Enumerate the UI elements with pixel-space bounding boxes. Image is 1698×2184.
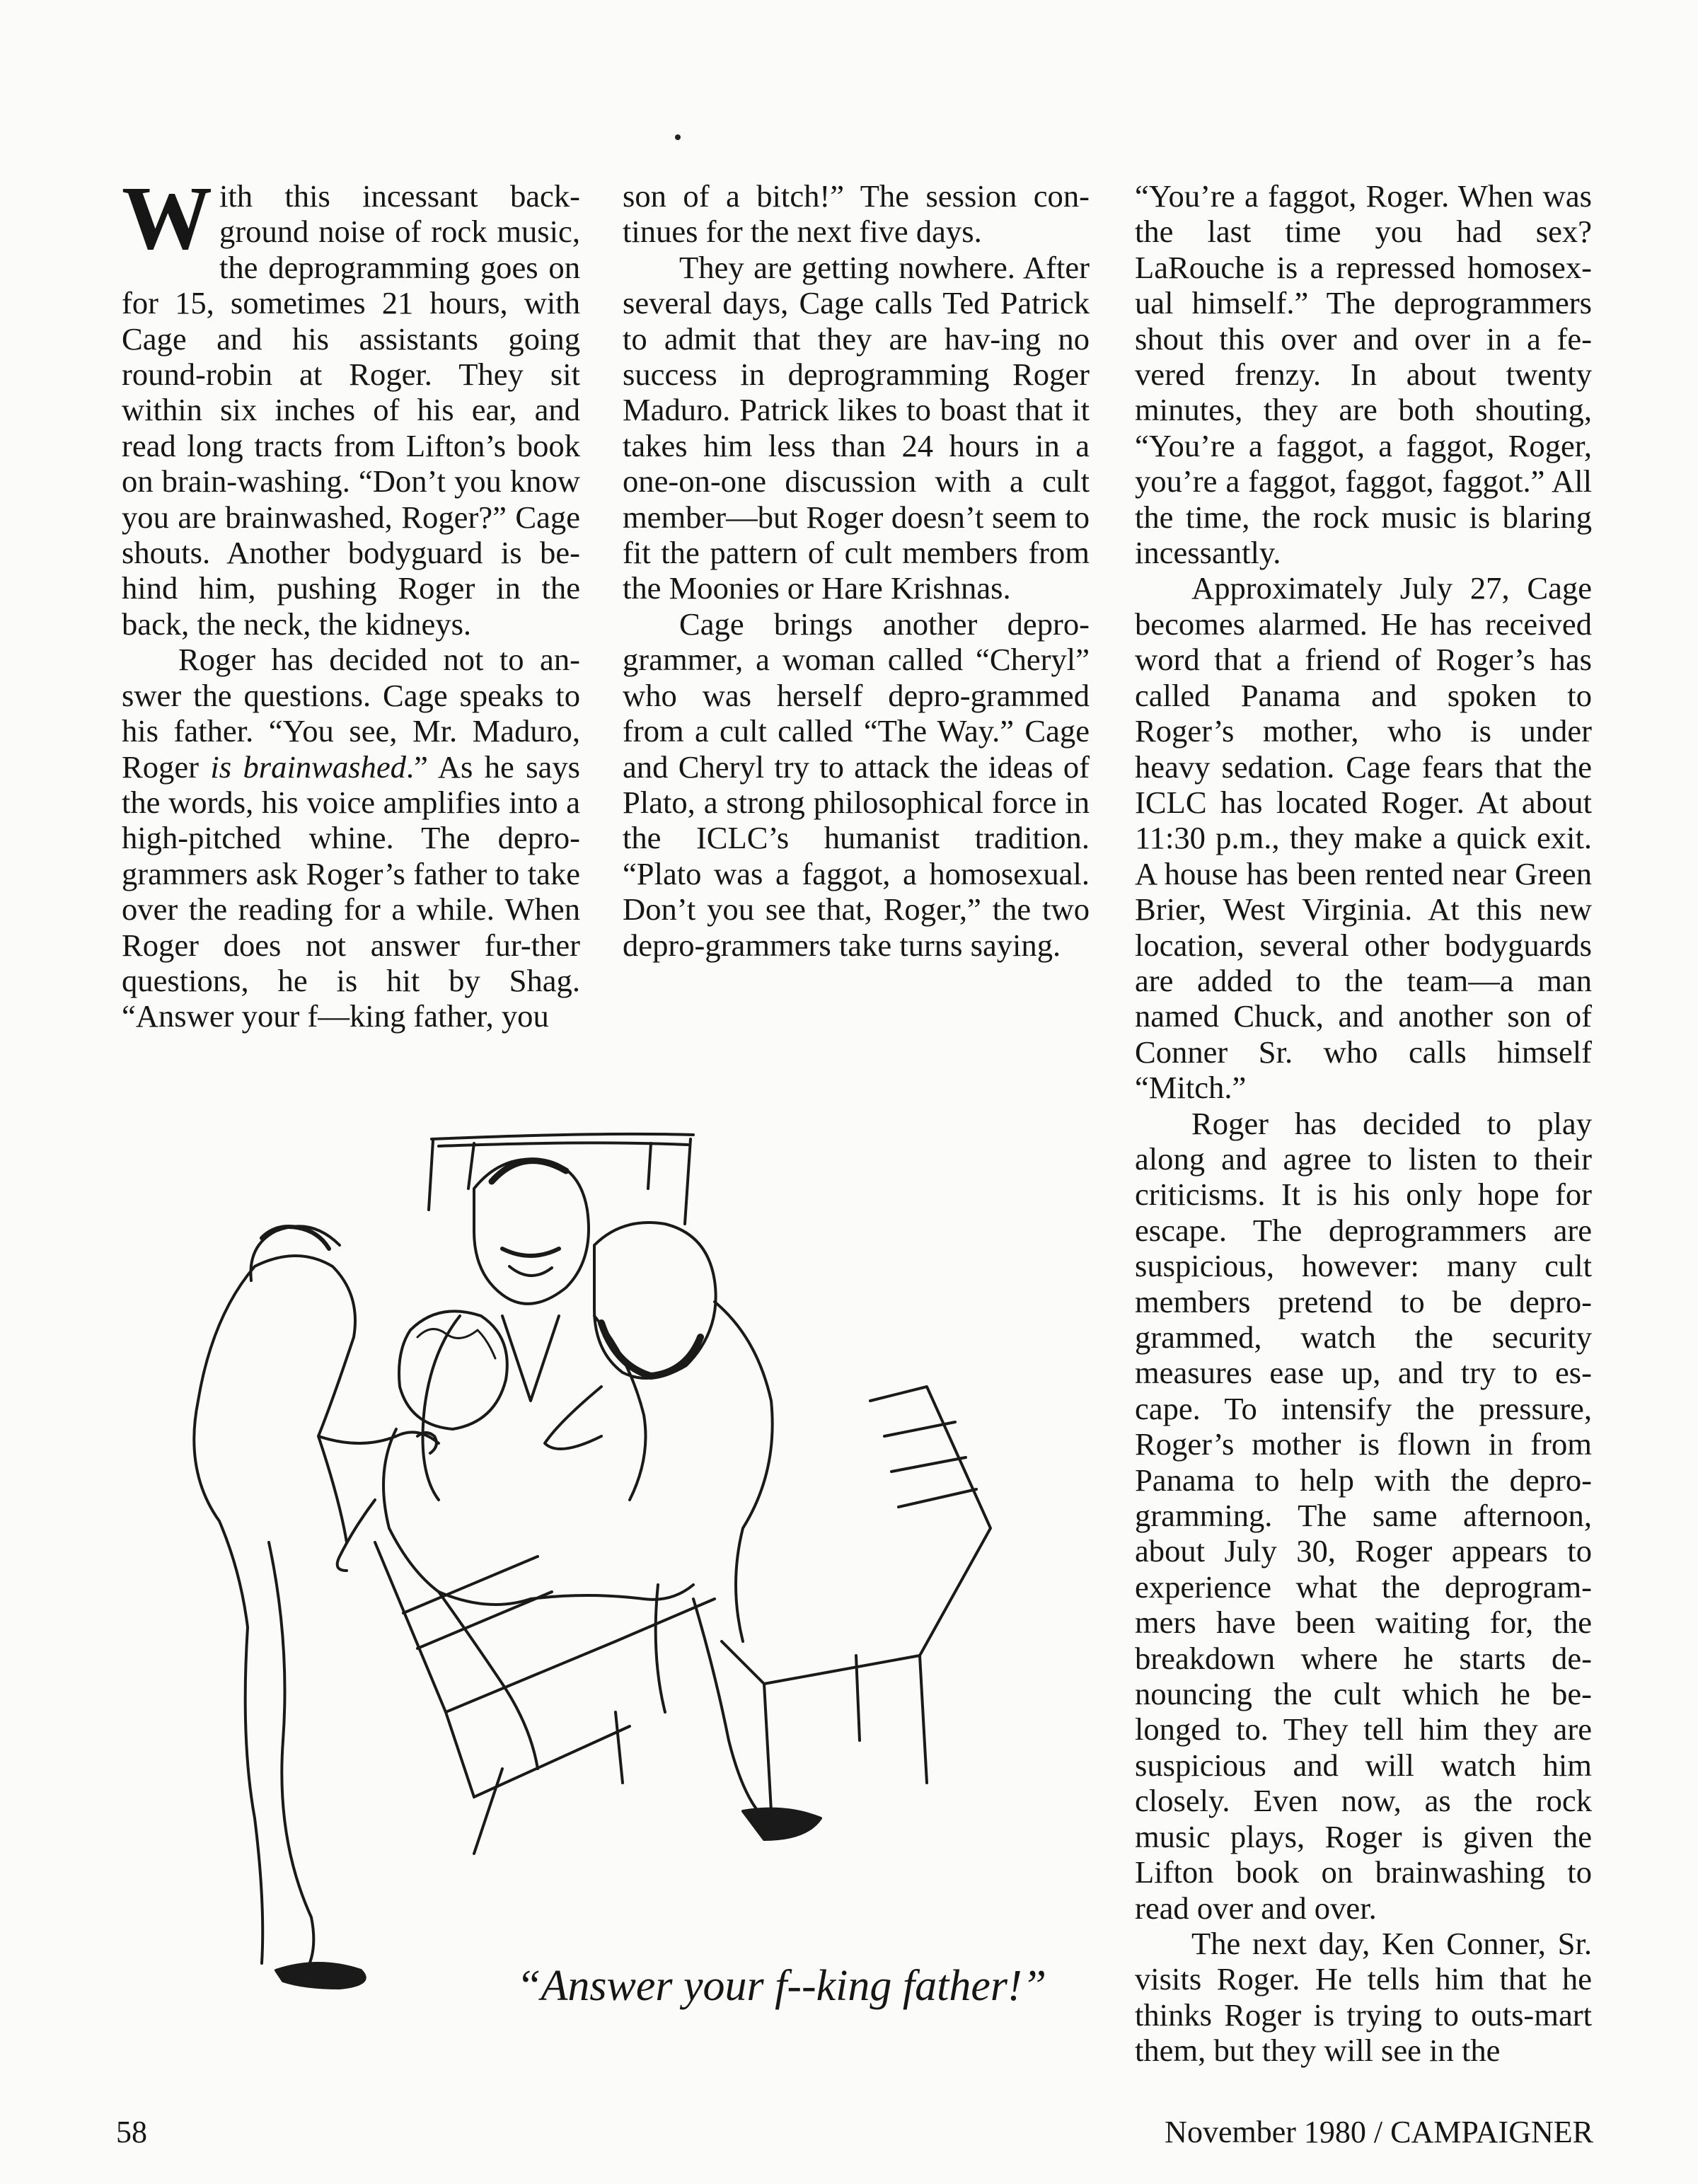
paragraph: Approximately July 27, Cage becomes alarmed. He has received word that a friend of Roger’s has called Panama and spoken to Roger’s mother, who is under heavy sedation. Cage fears that the ICLC has located Roger. At about 11:30 p.m., they make a quick exit. A house has been rented near Green Brier, West Virginia. At this new location, several other bodyguards are added to the team—a man named Chuck, and another son of Conner Sr. who calls himself “Mitch.” [1135,570,1592,1106]
paragraph [122,168,580,642]
paragraph-text: Roger has decided not to an-swer the questions. Cage speaks to his father. “You see, Mr. Maduro, Roger [122,642,580,785]
page-number: 58 [116,2115,147,2149]
back-chair [429,1134,693,1224]
right-chair [722,1387,990,1811]
paragraph: They are getting nowhere. After several days, Cage calls Ted Patrick to admit that they are hav-ing no success in deprogramming Roger Maduro. Patrick likes to boast that it takes him less than 24 hours in a one-on-one discussion with a cult member—but Roger doesn’t seem to fit the pattern of cult members from the Moonies or Hare Krishnas. [623,249,1090,606]
seated-roger-figure [337,1311,693,1769]
pen-drawing-illustration [106,1104,1111,2016]
column-2 [623,178,1090,963]
drop-cap: W [122,168,212,268]
paragraph: The next day, Ken Conner, Sr. visits Roger. He tells him that he thinks Roger is trying to outs-mart them, but they will see in the [1135,1925,1592,2069]
column-1 [122,168,580,1034]
running-footer: November 1980 / CAMPAIGNER [1165,2115,1593,2149]
paragraph: “You’re a faggot, Roger. When was the last time you had sex? LaRouche is a repressed homosex-ual himself.” The deprogrammers shout this over and over in a fe-vered frenzy. In about twenty minutes, they are both shouting, “You’re a faggot, a faggot, Roger, you’re a faggot, faggot, faggot.” All the time, the rock music is blaring incessantly. [1135,178,1592,571]
paragraph: Cage brings another depro-grammer, a woman called “Cheryl” who was herself depro-grammed from a cult called “The Way.” Cage and Cheryl try to attack the ideas of Plato, a strong philosophical force in the ICLC’s humanist tradition. “Plato was a faggot, a homosexual. Don’t you see that, Roger,” the two depro-grammers take turns saying. [623,606,1090,963]
center-standing-figure [423,1159,646,1500]
paragraph-text: ith this incessant back-ground noise of rock music, the deprogramming goes on for 15, sometimes 21 hours, with Cage and his assistants going round-robin at Roger. They sit within six inches of his ear, and read long tracts from Lifton’s book on brain-washing. “Don’t you know you are brainwashed, Roger?” Cage shouts. Another bodyguard is be-hind him, pushing Roger in the back, the neck, the kidneys. [122,178,580,642]
paragraph: son of a bitch!” The session con-tinues for the next five days. [623,178,1090,250]
column-3 [1135,178,1592,2069]
emphasis-text: is brainwashed [210,749,406,785]
ink-dot [675,134,681,140]
illustration-caption: “Answer your f--king father!” [516,1962,1047,2010]
paragraph-text: .” As he says the words, his voice amplifies into a high-pitched whine. The depro-grammers ask Roger’s father to take over the reading for a while. When Roger does not answer fur-ther questions, he is hit by Shag. “Answer your f—king father, you [122,749,580,1034]
paragraph [122,642,580,1034]
paragraph: Roger has decided to play along and agree to listen to their criticisms. It is his only hope for escape. The deprogrammers are suspicious, however: many cult members pretend to be depro-grammed, watch the security measures ease up, and try to es-cape. To intensify the pressure, Roger’s mother is flown in from Panama to help with the depro-gramming. The same afternoon, about July 30, Roger appears to experience what the deprogram-mers have been waiting for, the breakdown where he starts de-nouncing the cult which he be-longed to. They tell him they are suspicious and will watch him closely. Even now, as the rock music plays, Roger is given the Lifton book on brainwashing to read over and over. [1135,1105,1592,1926]
roger-chair [375,1542,715,1854]
